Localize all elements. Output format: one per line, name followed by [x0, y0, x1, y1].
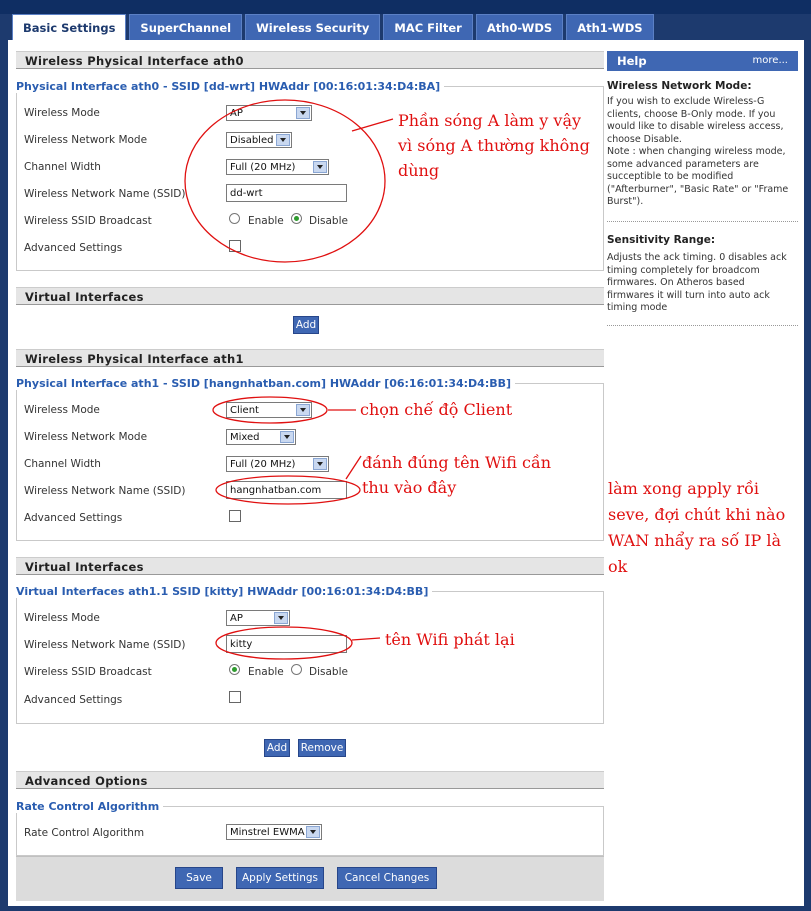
- vif-ssid-label: Wireless Network Name (SSID): [24, 639, 186, 651]
- annotation-text: đánh đúng tên Wifi cần: [362, 453, 552, 472]
- vif-broadcast-label: Wireless SSID Broadcast: [24, 666, 152, 678]
- add-virtual-interface-ath0-button[interactable]: Add: [293, 316, 319, 334]
- chevron-down-icon: [296, 404, 310, 416]
- vif-advanced-checkbox[interactable]: [229, 691, 241, 703]
- ath1-network-mode-label: Wireless Network Mode: [24, 431, 148, 443]
- ath1-wireless-mode-value: Client: [230, 405, 259, 416]
- vif-wireless-mode-value: AP: [230, 613, 243, 624]
- rate-control-select[interactable]: [226, 824, 322, 840]
- annotation-text: dùng: [398, 161, 440, 180]
- help-mode-title: Wireless Network Mode:: [607, 80, 752, 92]
- help-sensitivity-title: Sensitivity Range:: [607, 234, 716, 246]
- rate-control-legend: Rate Control Algorithm: [16, 800, 163, 813]
- vif-broadcast-disable-label: Disable: [309, 666, 348, 678]
- ath1-channel-width-select[interactable]: [226, 456, 329, 472]
- ath0-legend: Physical Interface ath0 - SSID [dd-wrt] HWAddr [00:16:01:34:D4:BA]: [16, 80, 444, 93]
- ath0-broadcast-label: Wireless SSID Broadcast: [24, 215, 152, 227]
- save-button[interactable]: Save: [175, 867, 223, 889]
- ath1-channel-width-value: Full (20 MHz): [230, 459, 296, 470]
- tab-basic-settings[interactable]: Basic Settings: [12, 14, 126, 40]
- annotation-note-apply: [608, 476, 785, 580]
- ath1-wireless-mode-label: Wireless Mode: [24, 404, 100, 416]
- help-header: [607, 51, 798, 71]
- tab-ath0-wds[interactable]: Ath0-WDS: [476, 14, 563, 40]
- tab-mac-filter[interactable]: MAC Filter: [383, 14, 473, 40]
- section-virtual-interfaces-ath0: Virtual Interfaces: [16, 287, 604, 305]
- help-sens-line: firmwares. On Atheros based: [607, 277, 745, 288]
- tab-bar: [12, 14, 654, 40]
- apply-settings-button[interactable]: Apply Settings: [236, 867, 324, 889]
- annotation-text: ok: [608, 557, 628, 576]
- ath0-wireless-mode-label: Wireless Mode: [24, 107, 100, 119]
- help-sens-line: timing completely for broadcom: [607, 264, 760, 276]
- annotation-text: WAN nhẩy ra số IP là: [608, 531, 782, 550]
- section-advanced-options: Advanced Options: [16, 771, 604, 789]
- ath1-advanced-checkbox[interactable]: [229, 510, 241, 522]
- help-sens-line: firmwares it will turn into auto ack: [607, 289, 770, 301]
- ath0-broadcast-enable-radio[interactable]: [229, 213, 240, 224]
- ath0-wireless-mode-select[interactable]: [226, 105, 312, 121]
- chevron-down-icon: [313, 458, 327, 470]
- vif-broadcast-enable-label: Enable: [248, 666, 284, 678]
- ath1-wireless-mode-select[interactable]: [226, 402, 312, 418]
- help-sens-line: Adjusts the ack timing. 0 disables ack: [607, 252, 787, 263]
- vif-wireless-mode-select[interactable]: [226, 610, 290, 626]
- help-mode-line: choose Disable.: [607, 133, 682, 145]
- ath0-ssid-label: Wireless Network Name (SSID): [24, 188, 186, 200]
- chevron-down-icon: [280, 431, 294, 443]
- vif-advanced-label: Advanced Settings: [24, 694, 123, 706]
- help-mode-line: would like to disable wireless access,: [607, 121, 784, 132]
- section-ath0-title: Wireless Physical Interface ath0: [16, 51, 604, 69]
- add-virtual-interface-button[interactable]: Add: [264, 739, 290, 757]
- ath0-channel-width-select[interactable]: [226, 159, 329, 175]
- vif-wireless-mode-label: Wireless Mode: [24, 612, 100, 624]
- ath1-channel-width-label: Channel Width: [24, 458, 101, 470]
- ath0-network-mode-label: Wireless Network Mode: [24, 134, 148, 146]
- vif-ssid-input[interactable]: kitty: [226, 635, 347, 653]
- ath0-ssid-input[interactable]: dd-wrt: [226, 184, 347, 202]
- help-sens-line: timing mode: [607, 302, 668, 313]
- annotation-text: seve, đợi chút khi nào: [608, 505, 786, 524]
- vif-broadcast-disable-radio[interactable]: [291, 664, 302, 675]
- annotation-text: vì sóng A thường không: [398, 136, 590, 155]
- ath1-ssid-input[interactable]: hangnhatban.com: [226, 481, 347, 499]
- ath0-network-mode-value: Disabled: [230, 135, 274, 146]
- tab-superchannel[interactable]: SuperChannel: [129, 14, 242, 40]
- section-ath1-title: Wireless Physical Interface ath1: [16, 349, 604, 367]
- ath1-network-mode-select[interactable]: [226, 429, 296, 445]
- ath1-network-mode-value: Mixed: [230, 432, 260, 443]
- ath1-ssid-label: Wireless Network Name (SSID): [24, 485, 186, 497]
- chevron-down-icon: [274, 612, 288, 624]
- chevron-down-icon: [313, 161, 327, 173]
- ath0-wireless-mode-value: AP: [230, 108, 243, 119]
- annotation-note-ath0: [398, 108, 590, 183]
- rate-control-value: Minstrel EWMA: [230, 827, 305, 838]
- ath0-broadcast-disable-label: Disable: [309, 215, 348, 227]
- help-mode-line: some advanced parameters are: [607, 158, 759, 170]
- tab-wireless-security[interactable]: Wireless Security: [245, 14, 380, 40]
- help-more-link[interactable]: more...: [752, 55, 788, 66]
- chevron-down-icon: [306, 826, 320, 838]
- ath0-channel-width-label: Channel Width: [24, 161, 101, 173]
- ath1-advanced-label: Advanced Settings: [24, 512, 123, 524]
- help-divider: [607, 221, 798, 222]
- ath0-advanced-checkbox[interactable]: [229, 240, 241, 252]
- cancel-changes-button[interactable]: Cancel Changes: [337, 867, 437, 889]
- vif-broadcast-enable-radio[interactable]: [229, 664, 240, 675]
- help-mode-line: If you wish to exclude Wireless-G: [607, 96, 765, 107]
- help-mode-line: succeptible to be modified: [607, 171, 734, 182]
- vif-ath1-legend: Virtual Interfaces ath1.1 SSID [kitty] HWAddr [00:16:01:34:D4:BB]: [16, 585, 432, 598]
- help-mode-line: Burst").: [607, 196, 644, 207]
- ath0-network-mode-select[interactable]: [226, 132, 292, 148]
- annotation-text: Phần sóng A làm y vậy: [398, 111, 582, 130]
- section-virtual-interfaces-ath1: Virtual Interfaces: [16, 557, 604, 575]
- annotation-text: thu vào đây: [362, 478, 457, 497]
- help-title: Help: [617, 54, 647, 68]
- annotation-note-kitty: tên Wifi phát lại: [385, 630, 515, 649]
- help-sensitivity-text: [607, 252, 797, 315]
- browser-frame-strip: [0, 0, 811, 14]
- chevron-down-icon: [296, 107, 310, 119]
- remove-virtual-interface-button[interactable]: Remove: [298, 739, 346, 757]
- help-mode-line: clients, choose B-Only mode. If you: [607, 108, 776, 120]
- ath0-broadcast-disable-radio[interactable]: [291, 213, 302, 224]
- ath0-advanced-label: Advanced Settings: [24, 242, 123, 254]
- annotation-text: làm xong apply rồi: [608, 479, 760, 498]
- annotation-note-client: chọn chế độ Client: [360, 400, 513, 419]
- help-mode-line: Note : when changing wireless mode,: [607, 146, 786, 157]
- chevron-down-icon: [276, 134, 290, 146]
- help-divider: [607, 325, 798, 326]
- ath0-channel-width-value: Full (20 MHz): [230, 162, 296, 173]
- help-mode-text: [607, 96, 797, 209]
- rate-control-label: Rate Control Algorithm: [24, 827, 145, 839]
- ath0-broadcast-enable-label: Enable: [248, 215, 284, 227]
- annotation-note-ssid: [362, 450, 551, 500]
- ath1-legend: Physical Interface ath1 - SSID [hangnhatban.com] HWAddr [06:16:01:34:D4:BB]: [16, 377, 515, 390]
- help-panel: [607, 51, 798, 313]
- help-mode-line: ("Afterburner", "Basic Rate" or "Frame: [607, 183, 789, 195]
- tab-ath1-wds[interactable]: Ath1-WDS: [566, 14, 653, 40]
